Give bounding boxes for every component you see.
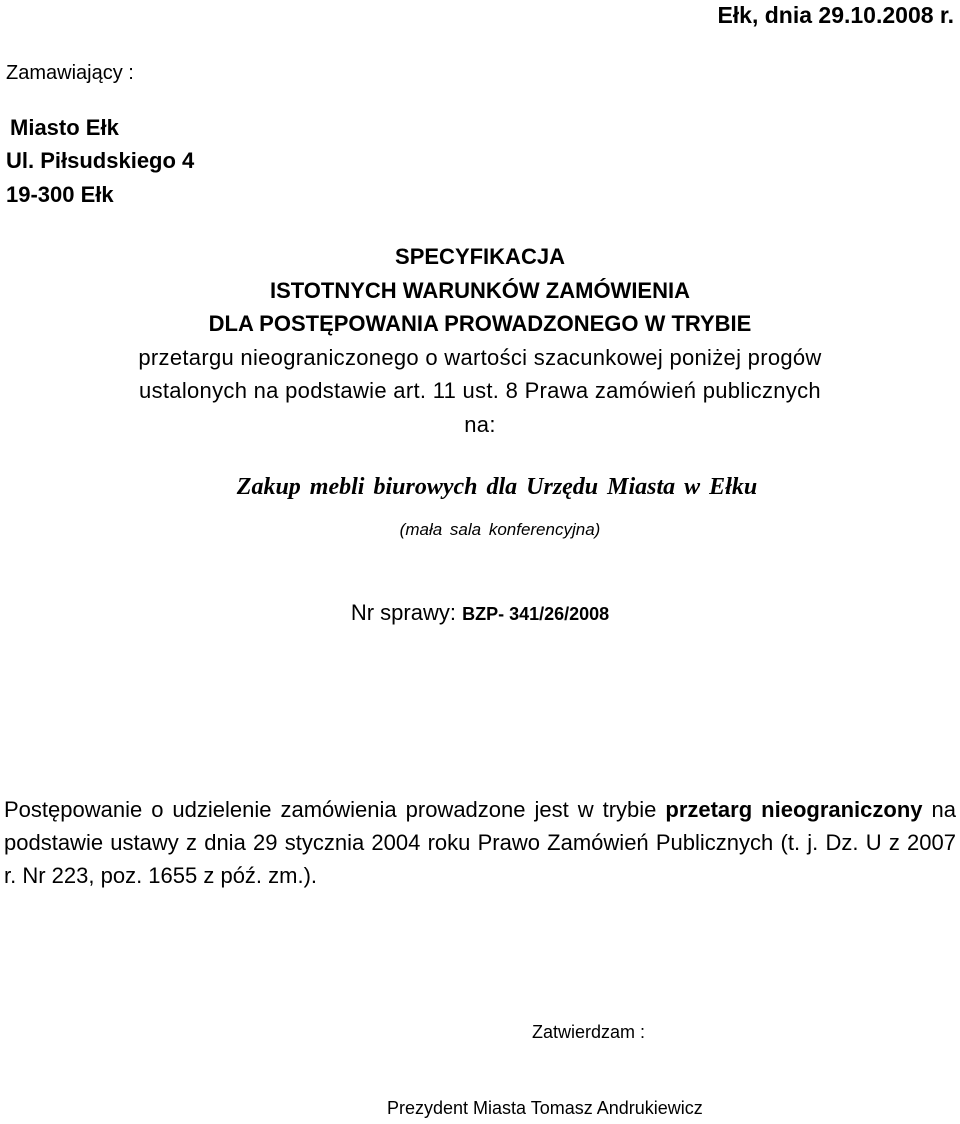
ordering-party-name: Miasto Ełk bbox=[10, 115, 119, 140]
case-number-label: Nr sprawy: bbox=[350, 600, 456, 625]
title-line-5: ustalonych na podstawie art. 11 ust. 8 Prawa zamówień publicznych bbox=[139, 378, 821, 404]
procedure-text-2: na podstawie ustawy z dnia 29 stycznia 2004 roku Prawo Zamówień Publicznych (t. j. Dz. U z 2007 r. Nr 223, poz. 1655 z póź. zm.). bbox=[4, 797, 956, 888]
procedure-mode: przetarg nieograniczony bbox=[665, 797, 923, 822]
title-line-1: SPECYFIKACJA bbox=[395, 244, 565, 269]
approval-label: Zatwierdzam : bbox=[532, 1022, 646, 1042]
ordering-party-postal: 19-300 Ełk bbox=[6, 182, 114, 207]
title-line-4: przetargu nieograniczonego o wartości szacunkowej poniżej progów bbox=[138, 344, 822, 370]
title-line-3: DLA POSTĘPOWANIA PROWADZONEGO W TRYBIE bbox=[208, 311, 752, 337]
case-number-value: BZP- 341/26/2008 bbox=[462, 604, 610, 624]
procedure-text-1: Postępowanie o udzielenie zamówienia prowadzone jest w trybie bbox=[4, 797, 666, 822]
document-date: Ełk, dnia 29.10.2008 r. bbox=[717, 2, 954, 28]
procurement-subject: Zakup mebli biurowych dla Urzędu Miasta w Ełku bbox=[236, 474, 758, 500]
title-line-6: na: bbox=[464, 411, 496, 437]
document-title bbox=[0, 240, 960, 442]
procurement-subject-note: (mała sala konferencyjna) bbox=[399, 520, 601, 539]
title-line-2: ISTOTNYCH WARUNKÓW ZAMÓWIENIA bbox=[269, 277, 690, 303]
case-number-row bbox=[0, 600, 960, 626]
ordering-party-label: Zamawiający : bbox=[6, 62, 134, 84]
signatory-name: Prezydent Miasta Tomasz Andrukiewicz bbox=[387, 1098, 703, 1118]
ordering-party-street: Ul. Piłsudskiego 4 bbox=[6, 148, 195, 173]
procedure-paragraph bbox=[4, 793, 956, 892]
